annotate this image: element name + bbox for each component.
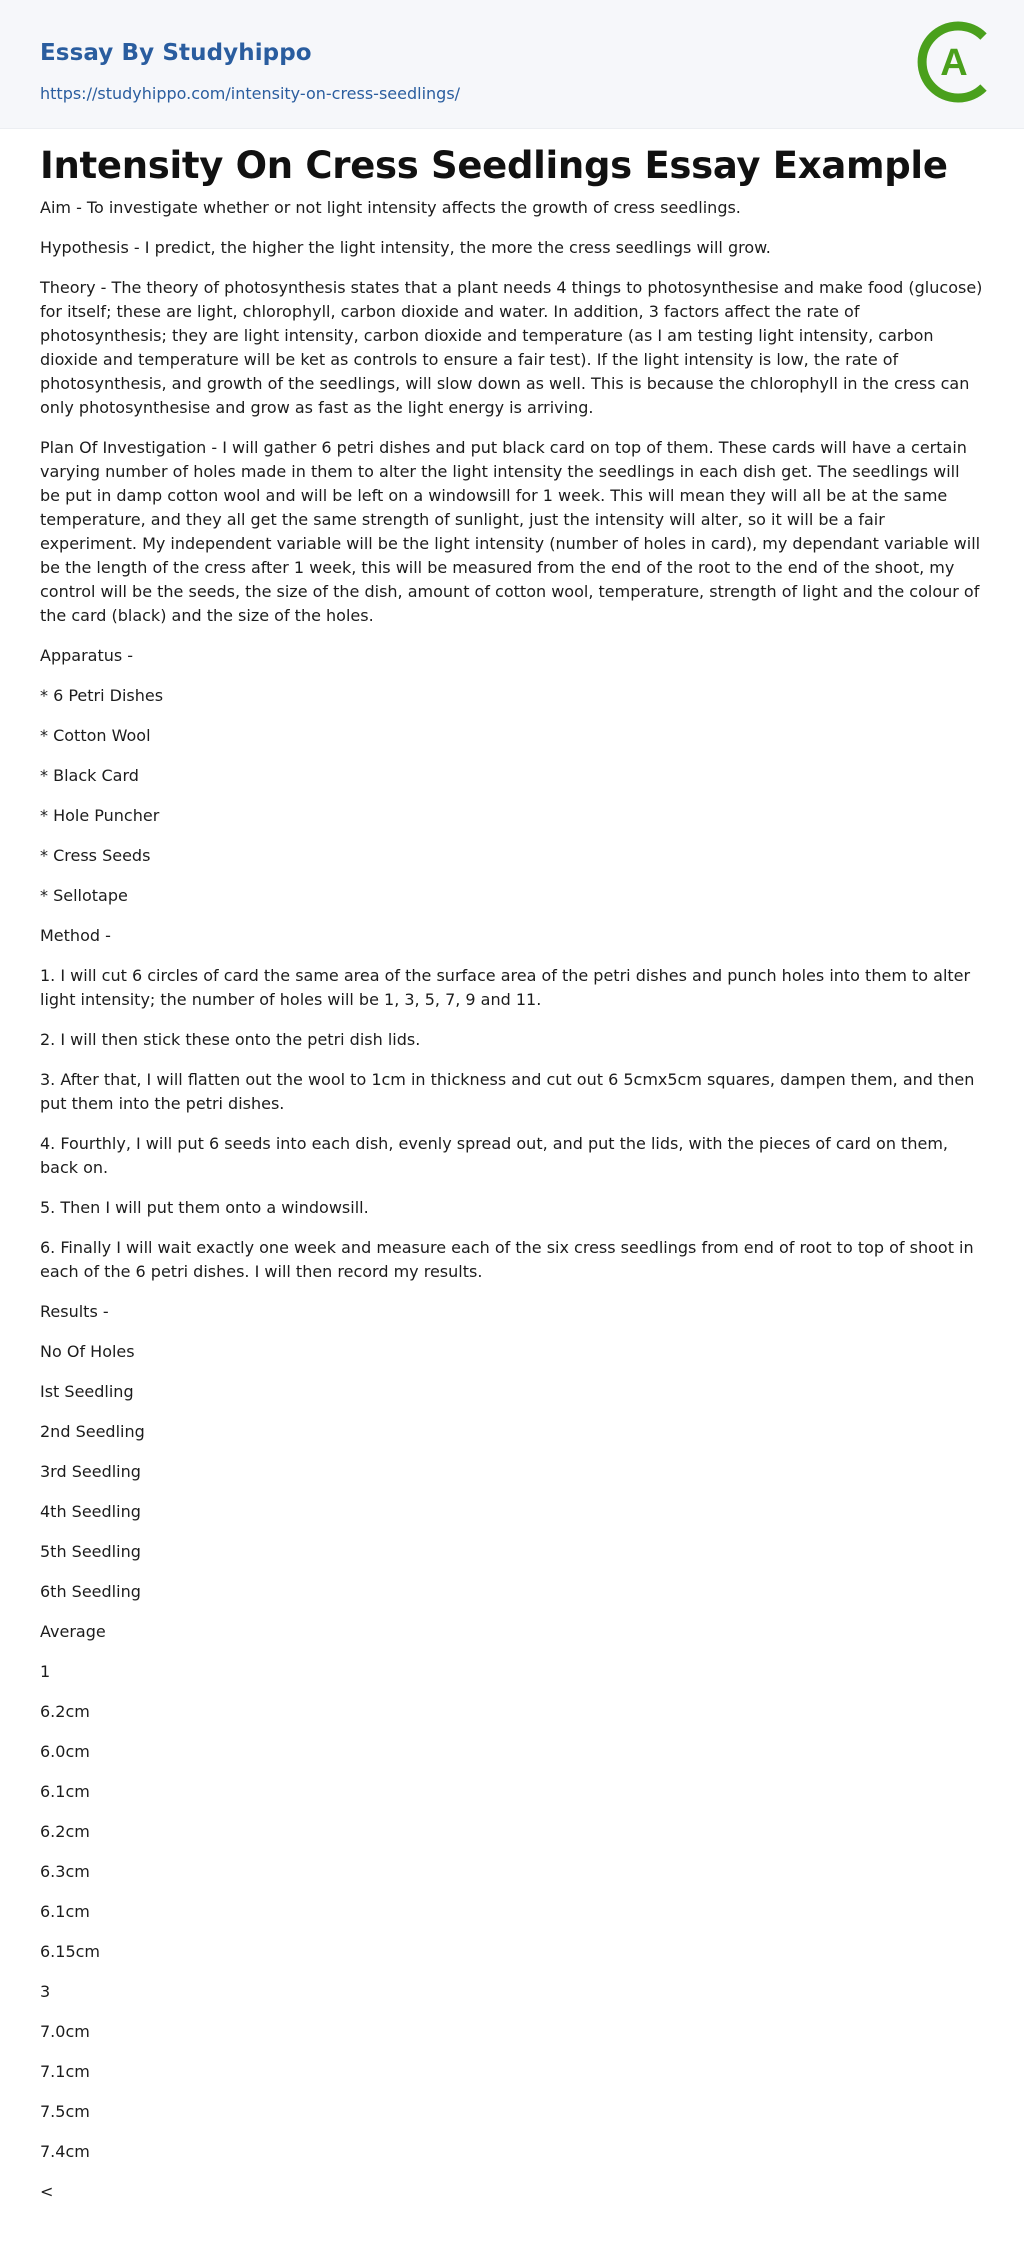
essay-paragraph: * Black Card [40, 765, 139, 785]
essay-paragraph: 1. I will cut 6 circles of card the same area of the surface area of the petri dishes and punch holes into them to alter light intensity; the number of holes will be 1, 3, 5, 7, 9 and 11. [40, 965, 971, 1009]
essay-paragraph: 6.3cm [40, 1861, 90, 1881]
essay-content [0, 145, 1024, 2204]
essay-paragraph: 6th Seedling [40, 1581, 141, 1601]
essay-paragraph: * Hole Puncher [40, 805, 160, 825]
page-header [0, 0, 1024, 129]
essay-paragraph: 6.15cm [40, 1941, 101, 1961]
page-title: Intensity On Cress Seedlings Essay Example [40, 144, 948, 187]
essay-paragraph: 7.5cm [40, 2101, 90, 2121]
essay-paragraph: Hypothesis - I predict, the higher the light intensity, the more the cress seedlings will grow. [40, 237, 771, 257]
essay-paragraph: 3. After that, I will flatten out the wool to 1cm in thickness and cut out 6 5cmx5cm squares, dampen them, and then put them into the petri dishes. [40, 1069, 975, 1113]
essay-paragraph: 7.4cm [40, 2141, 90, 2161]
essay-paragraph: No Of Holes [40, 1341, 135, 1361]
essay-paragraph: 6.2cm [40, 1821, 90, 1841]
essay-paragraph: * 6 Petri Dishes [40, 685, 164, 705]
essay-paragraph: 3 [40, 1981, 51, 2001]
essay-paragraph: Apparatus - [40, 645, 134, 665]
essay-paragraph: 4. Fourthly, I will put 6 seeds into each dish, evenly spread out, and put the lids, with the pieces of card on them, back on. [40, 1133, 948, 1177]
essay-paragraph: < [40, 2181, 54, 2201]
essay-paragraph: * Cress Seeds [40, 845, 151, 865]
essay-paragraph: Theory - The theory of photosynthesis states that a plant needs 4 things to photosynthesise and make food (glucose) for itself; these are light, chlorophyll, carbon dioxide and water. In addition, 3 factors affect the rate of photosynthesis; they are light intensity, carbon dioxide and temperature (as I am testing light intensity, carbon dioxide and temperature will be ket as controls to ensure a fair test). If the light intensity is low, the rate of photosynthesis, and growth of the seedlings, will slow down as well. This is because the chlorophyll in the cress can only photosynthesise and grow as fast as the light energy is arriving. [40, 277, 983, 417]
essay-paragraph: 6.2cm [40, 1701, 90, 1721]
essay-paragraph: 5th Seedling [40, 1541, 141, 1561]
essay-paragraph: Aim - To investigate whether or not light intensity affects the growth of cress seedlings. [40, 197, 741, 217]
essay-body [40, 196, 984, 2204]
source-url-link[interactable]: https://studyhippo.com/intensity-on-cress-seedlings/ [40, 84, 461, 103]
svg-text:A: A [940, 42, 968, 84]
essay-paragraph: Average [40, 1621, 106, 1641]
site-brand[interactable]: Essay By Studyhippo [40, 40, 312, 66]
essay-paragraph: 6.1cm [40, 1901, 90, 1921]
essay-paragraph: * Cotton Wool [40, 725, 151, 745]
essay-paragraph: 2nd Seedling [40, 1421, 145, 1441]
essay-paragraph: 7.1cm [40, 2061, 90, 2081]
essay-paragraph: 2. I will then stick these onto the petri dish lids. [40, 1029, 421, 1049]
essay-paragraph: 5. Then I will put them onto a windowsill. [40, 1197, 369, 1217]
essay-paragraph: * Sellotape [40, 885, 128, 905]
studyhippo-logo-icon[interactable] [911, 19, 997, 105]
essay-paragraph: Method - [40, 925, 111, 945]
essay-paragraph: Results - [40, 1301, 109, 1321]
essay-paragraph: 6. Finally I will wait exactly one week and measure each of the six cress seedlings from end of root to top of shoot in each of the 6 petri dishes. I will then record my results. [40, 1237, 974, 1281]
essay-paragraph: 1 [40, 1661, 51, 1681]
essay-paragraph: Plan Of Investigation - I will gather 6 petri dishes and put black card on top of them. These cards will have a certain varying number of holes made in them to alter the light intensity the seedlings in each dish get. The seedlings will be put in damp cotton wool and will be left on a windowsill for 1 week. This will mean they will all be at the same temperature, and they all get the same strength of sunlight, just the intensity will alter, so it will be a fair experiment. My independent variable will be the light intensity (number of holes in card), my dependant variable will be the length of the cress after 1 week, this will be measured from the end of the root to the end of the shoot, my control will be the seeds, the size of the dish, amount of cotton wool, temperature, strength of light and the colour of the card (black) and the size of the holes. [40, 437, 981, 625]
essay-paragraph: 6.0cm [40, 1741, 90, 1761]
essay-paragraph: 4th Seedling [40, 1501, 141, 1521]
essay-paragraph: Ist Seedling [40, 1381, 134, 1401]
essay-paragraph: 7.0cm [40, 2021, 90, 2041]
essay-paragraph: 3rd Seedling [40, 1461, 141, 1481]
essay-paragraph: 6.1cm [40, 1781, 90, 1801]
